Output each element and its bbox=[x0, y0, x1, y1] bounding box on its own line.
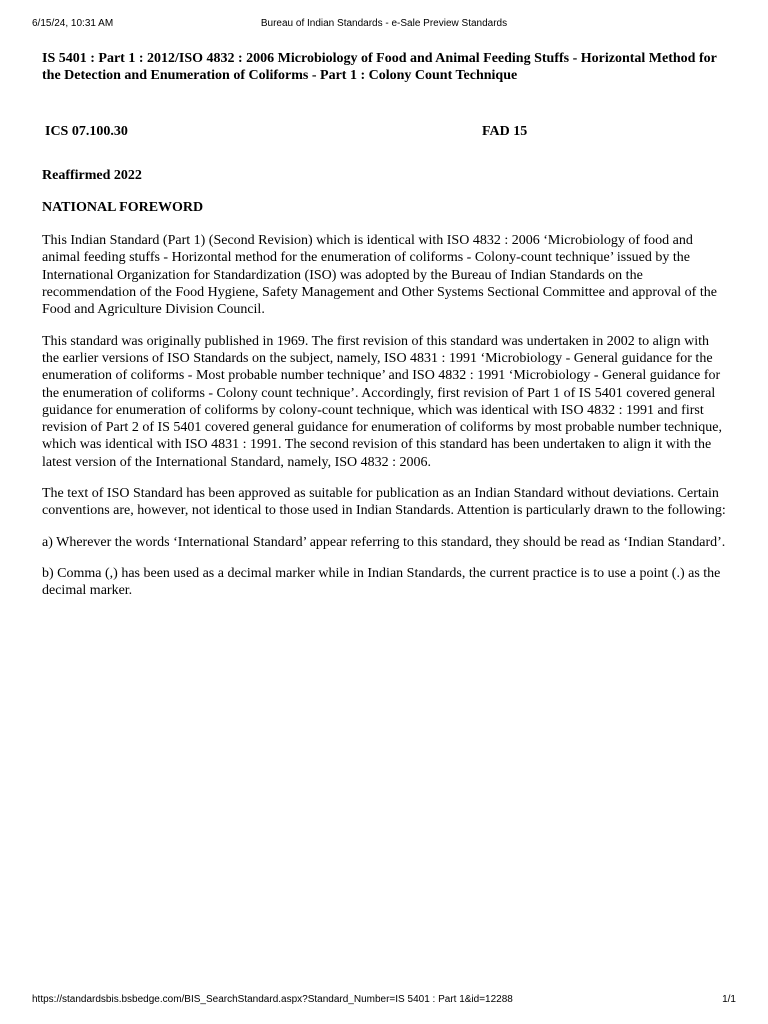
committee-code: FAD 15 bbox=[482, 123, 528, 139]
foreword-item-a: a) Wherever the words ‘International Standard’ appear referring to this standard, they should be read as ‘Indian Standard’. bbox=[42, 534, 726, 550]
ics-code: ICS 07.100.30 bbox=[45, 123, 128, 139]
section-heading: NATIONAL FOREWORD bbox=[42, 199, 204, 215]
foreword-item-b: b) Comma (,) has been used as a decimal marker while in Indian Standards, the current practice is to use a point (.) as the decimal marker. bbox=[42, 565, 721, 599]
print-datetime: 6/15/24, 10:31 AM bbox=[32, 18, 114, 29]
print-page-title: Bureau of Indian Standards - e-Sale Preview Standards bbox=[260, 18, 508, 29]
foreword-paragraph-3: The text of ISO Standard has been approved as suitable for publication as an Indian Standard without deviations. Certain conventions are, however, not identical to those used in Indian Standards. Attention is particularly drawn to the following: bbox=[42, 486, 726, 519]
reaffirmed-status: Reaffirmed 2022 bbox=[42, 167, 142, 183]
print-url: https://standardsbis.bsbedge.com/BIS_SearchStandard.aspx?Standard_Number=IS 5401 : Part 1&id=12288 bbox=[32, 994, 513, 1005]
print-page-number: 1/1 bbox=[722, 994, 736, 1005]
foreword-paragraph-2: This standard was originally published in 1969. The first revision of this standard was undertaken in 2002 to align with the earlier versions of ISO Standards on the subject, namely, ISO 4831 : 1991 ‘Microbiology - General guidance for the enumeration of coliforms - Most probable number technique’ and ISO 4832 : 1991 ‘Microbiology - General guidance for the enumeration of coliforms - Colony count technique’. Accordingly, first revision of Part 1 of IS 5401 covered general guidance for enumeration of coliforms by colony-count technique, which was identical with ISO 4832 : 1991 and first revision of Part 2 of IS 5401 covered general guidance for enumeration of coliforms by most probable number technique, which was identical with ISO 4831 : 1991. The second revision of this standard has been undertaken to align it with the latest version of the International Standard, namely, ISO 4832 : 2006. bbox=[42, 333, 722, 470]
foreword-paragraph-1: This Indian Standard (Part 1) (Second Revision) which is identical with ISO 4832 : 2006 ‘Microbiology of food and animal feeding stuffs - Horizontal method for the enumeration of coliforms - Colony-count technique’ issued by the International Organization for Standardization (ISO) was adopted by the Bureau of Indian Standards on the recommendation of the Food Hygiene, Safety Management and Other Systems Sectional Committee and approval of the Food and Agriculture Division Council. bbox=[42, 233, 717, 318]
document-title: IS 5401 : Part 1 : 2012/ISO 4832 : 2006 Microbiology of Food and Animal Feeding Stuffs - Horizontal Method for the Detection and Enumeration of Coliforms - Part 1 : Colony Count Technique bbox=[42, 51, 717, 84]
document-meta-row bbox=[42, 123, 728, 141]
document-body bbox=[42, 50, 728, 600]
